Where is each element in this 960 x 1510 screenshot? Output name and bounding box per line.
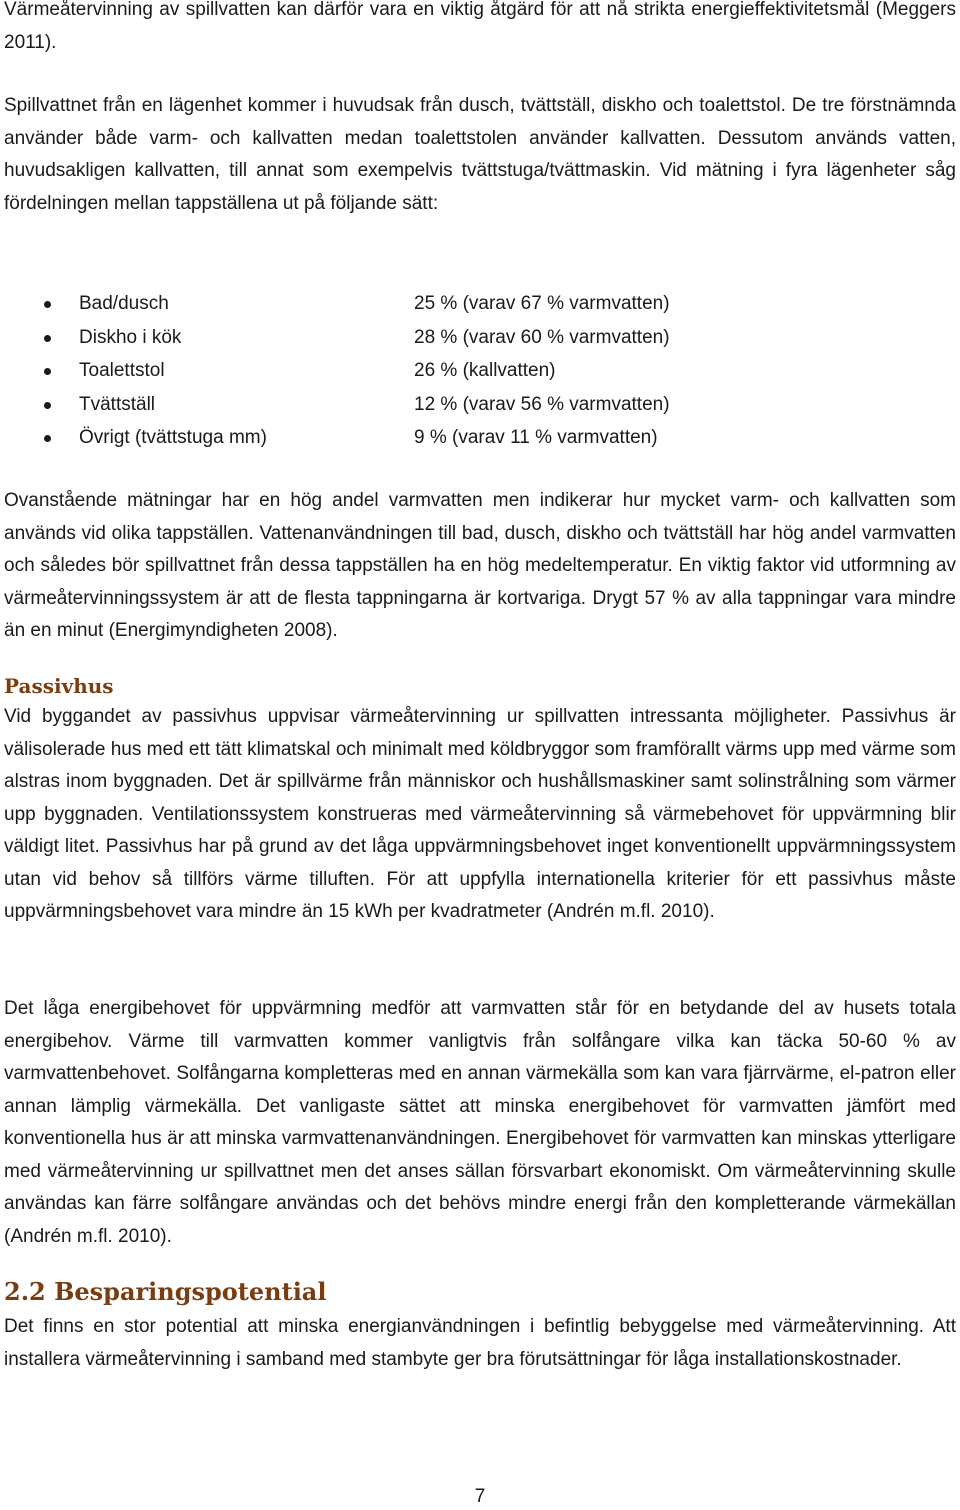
list-item bbox=[4, 388, 956, 422]
section-heading-passivhus: Passivhus bbox=[4, 674, 114, 698]
list-item bbox=[4, 321, 956, 355]
measurement-value: 26 % (kallvatten) bbox=[414, 360, 556, 382]
bullet-icon bbox=[44, 335, 51, 342]
measurement-list bbox=[4, 287, 956, 455]
section-heading-besparingspotential: 2.2 Besparingspotential bbox=[4, 1277, 327, 1306]
list-item bbox=[4, 354, 956, 388]
measurement-label: Bad/dusch bbox=[79, 293, 169, 314]
measurement-value: 28 % (varav 60 % varmvatten) bbox=[414, 326, 670, 348]
measurement-label: Övrigt (tvättstuga mm) bbox=[79, 427, 267, 449]
page-number: 7 bbox=[474, 1486, 486, 1507]
paragraph-potential: Det finns en stor potential att minska energianvändningen i befintlig bebyggelse med värmeåtervinning. Att installera värmeåtervinning i samband med stambyte ger bra förutsättningar för låga installationskostnader. bbox=[4, 1316, 956, 1370]
bullet-icon bbox=[44, 402, 51, 409]
bullet-icon bbox=[44, 435, 51, 442]
bullet-icon bbox=[44, 368, 51, 375]
measurement-value: 25 % (varav 67 % varmvatten) bbox=[414, 293, 670, 314]
measurement-value: 12 % (varav 56 % varmvatten) bbox=[414, 393, 670, 415]
paragraph-energy-demand: Det låga energibehovet för uppvärmning medför att varmvatten står för en betydande del av husets totala energibehov. Värme till varmvatten kommer vanligtvis från solfångare vilka kan täcka 50-60 % av varmvattenbehovet. Solfångarna kompletteras med en annan värmekälla som kan vara fjärrvärme, el-patron eller annan lämplig värmekälla. Det vanligaste sättet att minska energibehovet för varmvatten jämfört med konventionella hus är att minska varmvattenanvändningen. Energibehovet för varmvatten kan minskas ytterligare med värmeåtervinning ur spillvattnet men det anses sällan försvarbart ekonomiskt. Om värmeåtervinning skulle användas kan färre solfångare användas och det behövs mindre energi från den kompletterande värmekällan (Andrén m.fl. 2010). bbox=[4, 998, 956, 1247]
measurement-label: Tvättställ bbox=[79, 393, 156, 415]
paragraph-passivhus: Vid byggandet av passivhus uppvisar värmeåtervinning ur spillvatten intressanta möjligheter. Passivhus är välisolerade hus med ett tätt klimatskal och minimalt med köldbryggor som framförallt värms upp med värme som alstras inom byggnaden. Det är spillvärme från människor och hushållsmaskiner samt solinstrålning som värmer upp byggnaden. Ventilationssystem konstrueras med värmeåtervinning så värmebehovet för uppvärmning blir väldigt litet. Passivhus har på grund av det låga uppvärmningsbehovet inget konventionellt uppvärmningssystem utan vid behov så tillförs värme tilluften. För att uppfylla internationella kriterier för ett passivhus måste uppvärmningsbehovet vara mindre än 15 kWh per kvadratmeter (Andrén m.fl. 2010). bbox=[4, 706, 956, 922]
paragraph-wastewater-sources: Spillvattnet från en lägenhet kommer i huvudsak från dusch, tvättställ, diskho och toalettstol. De tre förstnämnda använder både varm- och kallvatten medan toalettstolen använder kallvatten. Dessutom används vatten, huvudsakligen kallvatten, till annat som exempelvis tvättstuga/tvättmaskin. Vid mätning i fyra lägenheter såg fördelningen mellan tappställena ut på följande sätt: bbox=[4, 95, 956, 214]
bullet-icon bbox=[44, 301, 51, 308]
measurement-label: Diskho i kök bbox=[79, 326, 182, 348]
paragraph-intro: Värmeåtervinning av spillvatten kan därför vara en viktig åtgärd för att nå strikta energieffektivitetsmål (Meggers 2011). bbox=[4, 0, 956, 53]
measurement-label: Toalettstol bbox=[79, 360, 165, 382]
measurement-value: 9 % (varav 11 % varmvatten) bbox=[414, 427, 658, 449]
list-item bbox=[4, 421, 956, 455]
list-item bbox=[4, 287, 956, 321]
paragraph-measurement-analysis: Ovanstående mätningar har en hög andel varmvatten men indikerar hur mycket varm- och kallvatten som används vid olika tappställen. Vattenanvändningen till bad, dusch, diskho och tvättställ har hög andel varmvatten och således bör spillvattnet från dessa tappställen ha en hög medeltemperatur. En viktig faktor vid utformning av värmeåtervinningssystem är att de flesta tappningarna är kortvariga. Drygt 57 % av alla tappningar vara mindre än en minut (Energimyndigheten 2008). bbox=[4, 490, 956, 641]
